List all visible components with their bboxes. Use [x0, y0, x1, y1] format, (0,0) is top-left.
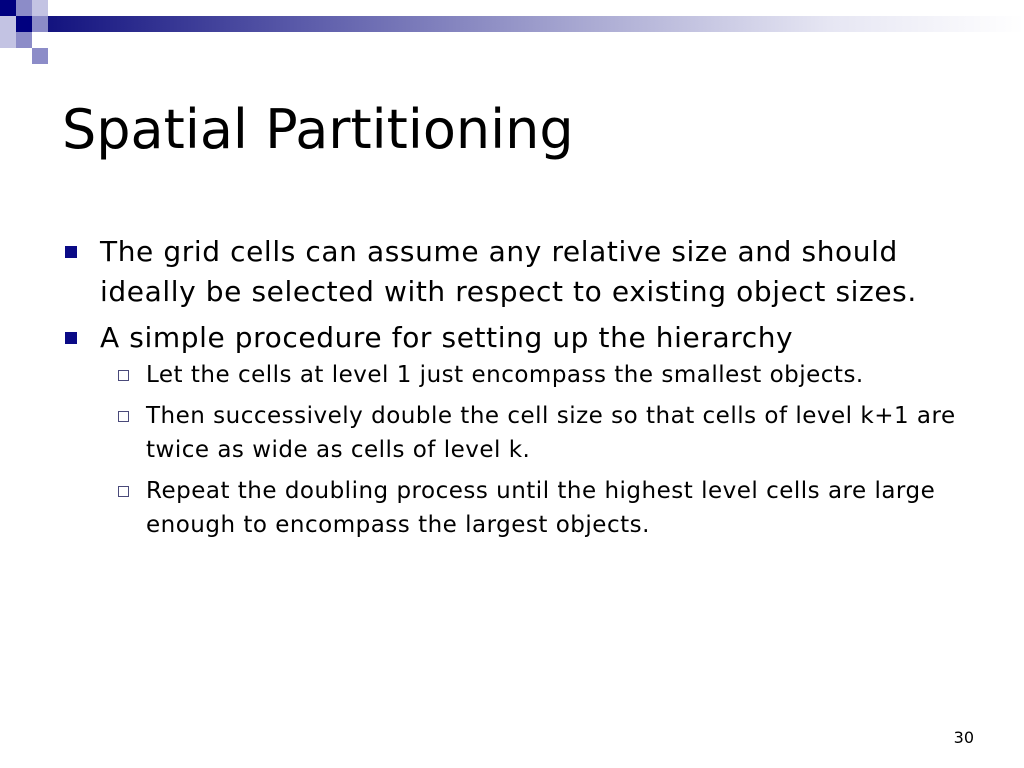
- page-number: 30: [953, 728, 974, 747]
- sub-bullet-item: [62, 399, 962, 467]
- bullet-list: [62, 232, 962, 549]
- sub-bullet-text: Repeat the doubling process until the highest level cells are large enough to encompass the largest objects.: [146, 478, 936, 538]
- square-bullet-icon: [65, 246, 77, 258]
- deco-square: [32, 48, 48, 64]
- deco-square: [32, 16, 48, 32]
- square-bullet-icon: [65, 332, 77, 344]
- deco-square: [32, 0, 48, 16]
- sub-bullet-item: [62, 474, 962, 542]
- sub-bullet-text: Then successively double the cell size so that cells of level k+1 are twice as wide as cells of level k.: [146, 403, 956, 463]
- sub-bullet-text: Let the cells at level 1 just encompass the smallest objects.: [146, 362, 864, 388]
- deco-square: [0, 0, 16, 16]
- header-decoration: [0, 0, 1024, 64]
- deco-square: [16, 32, 32, 48]
- deco-square: [16, 16, 32, 32]
- deco-square: [16, 0, 32, 16]
- bullet-text: A simple procedure for setting up the hierarchy: [100, 321, 794, 354]
- sub-bullet-item: [62, 358, 962, 392]
- slide-title: Spatial Partitioning: [62, 98, 574, 161]
- deco-gradient-bar: [48, 16, 1024, 32]
- sub-bullet-list: [62, 358, 962, 542]
- hollow-square-bullet-icon: [118, 486, 129, 497]
- deco-square: [0, 16, 16, 32]
- bullet-item: [62, 232, 962, 312]
- bullet-item: [62, 318, 962, 542]
- hollow-square-bullet-icon: [118, 411, 129, 422]
- hollow-square-bullet-icon: [118, 370, 129, 381]
- deco-square: [0, 32, 16, 48]
- bullet-text: The grid cells can assume any relative size and should ideally be selected with respect to existing object sizes.: [100, 235, 917, 308]
